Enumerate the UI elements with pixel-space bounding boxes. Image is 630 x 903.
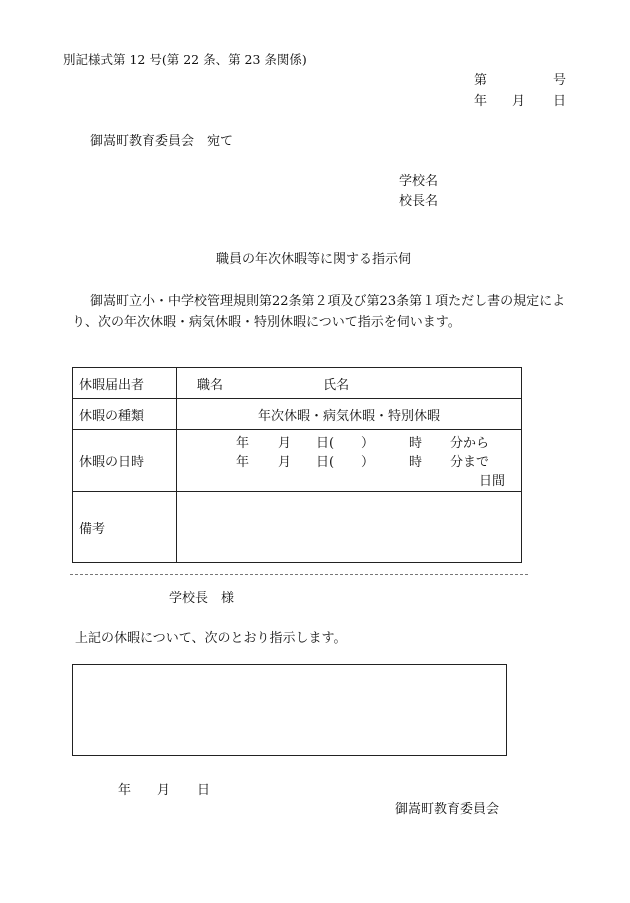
cut-line-divider [70, 574, 528, 575]
intro-line-1: 御嵩町立小・中学校管理規則第22条第２項及び第23条第１項ただし書の規定によ [90, 294, 566, 309]
reply-instruction: 上記の休暇について、次のとおり指示します。 [75, 631, 347, 646]
days-label: 日間 [479, 474, 506, 489]
leave-datetime-cell [177, 430, 522, 492]
datetime-days-row [177, 470, 521, 489]
leave-type-label: 休暇の種類 [73, 399, 177, 430]
reply-date-month: 月 [157, 783, 171, 798]
date-month: 月 [512, 94, 526, 109]
datetime-to-row: 年 月 日( ） 時 分まで [236, 455, 490, 470]
number-go: 号 [553, 73, 567, 88]
date-day: 日 [553, 94, 567, 109]
reply-date-day: 日 [197, 783, 211, 798]
issuer-name: 御嵩町教育委員会 [395, 802, 500, 817]
intro-line-2: り、次の年次休暇・病気休暇・特別休暇について指示を伺います。 [72, 315, 461, 330]
table-row-datetime [73, 430, 522, 492]
name-label: 氏名 [323, 377, 350, 393]
table-row-remarks [73, 492, 522, 563]
addressee: 御嵩町教育委員会 宛て [90, 134, 234, 149]
remarks-label: 備考 [73, 492, 177, 563]
document-title: 職員の年次休暇等に関する指示伺 [216, 252, 412, 267]
reply-date-year: 年 [118, 783, 132, 798]
leave-form-table [72, 367, 522, 563]
instruction-box [72, 664, 507, 756]
school-name-label: 学校名 [399, 174, 439, 189]
principal-name-label: 校長名 [399, 194, 439, 209]
leave-datetime-label: 休暇の日時 [73, 430, 177, 492]
number-dai: 第 [474, 73, 488, 88]
leave-type-value: 年次休暇・病気休暇・特別休暇 [177, 399, 522, 430]
position-label: 職名 [197, 377, 224, 393]
date-year: 年 [474, 94, 488, 109]
datetime-from-row: 年 月 日( ） 時 分から [236, 436, 490, 451]
applicant-label: 休暇届出者 [73, 368, 177, 399]
table-row-applicant [73, 368, 522, 399]
remarks-cell [177, 492, 522, 563]
applicant-cell [177, 368, 522, 399]
reply-addressee: 学校長 様 [169, 591, 235, 606]
table-row-type [73, 399, 522, 430]
form-id: 別記様式第 12 号(第 22 条、第 23 条関係) [63, 52, 307, 67]
